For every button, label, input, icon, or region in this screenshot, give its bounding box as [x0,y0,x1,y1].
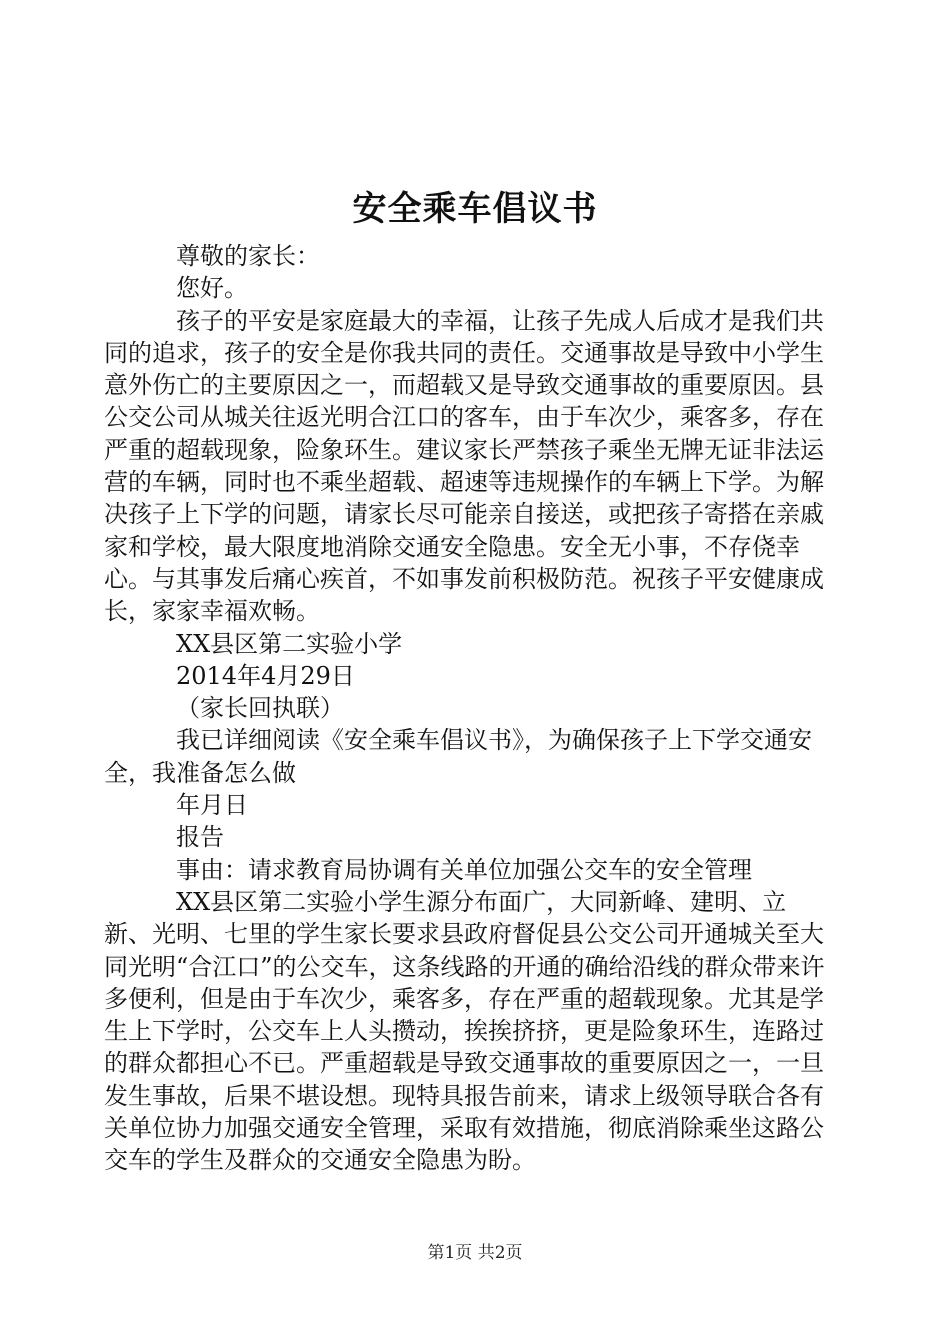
report-paragraph: XX县区第二实验小学生源分布面广，大同新峰、建明、立新、光明、七里的学生家长要求县政府督促县公交公司开通城关至大同光明“合江口”的公交车，这条线路的开通的确给沿线的群众带来许多便利，但是由于车次少，乘客多，存在严重的超载现象。尤其是学生上下学时，公交车上人头攒动，挨挨挤挤，更是险象环生，连路过的群众都担心不已。严重超载是导致交通事故的重要原因之一，一旦发生事故，后果不堪设想。现特具报告前来，请求上级领导联合各有关单位协力加强交通安全管理，采取有效措施，彻底消除乘坐这路公交车的学生及群众的交通安全隐患为盼。 [104,887,825,1175]
report-subject: 事由：请求教育局协调有关单位加强公交车的安全管理 [176,855,752,884]
signature-date: 2014年4月29日 [176,661,355,690]
signature-school: XX县区第二实验小学 [176,629,403,658]
receipt-date: 年月日 [176,791,248,820]
page-footer: 第1页 共2页 [427,1243,523,1263]
proposal-paragraph: 孩子的平安是家庭最大的幸福，让孩子先成人后成才是我们共同的追求，孩子的安全是你我共同的责任。交通事故是导致中小学生意外伤亡的主要原因之一，而超载又是导致交通事故的重要原因。县公交公司从城关往返光明合江口的客车，由于车次少，乘客多，存在严重的超载现象，险象环生。建议家长严禁孩子乘坐无牌无证非法运营的车辆，同时也不乘坐超载、超速等违规操作的车辆上下学。为解决孩子上下学的问题，请家长尽可能亲自接送，或把孩子寄搭在亲戚家和学校，最大限度地消除交通安全隐患。安全无小事，不存侥幸心。与其事发后痛心疾首，不如事发前积极防范。祝孩子平安健康成长，家家幸福欢畅。 [104,306,824,626]
receipt-text: 我已详细阅读《安全乘车倡议书》，为确保孩子上下学交通安全，我准备怎么做 [104,726,812,787]
document-title: 安全乘车倡议书 [352,189,598,229]
receipt-heading: （家长回执联） [176,694,344,723]
document-body [104,240,834,1177]
salutation: 尊敬的家长： [176,242,320,270]
report-heading: 报告 [176,823,224,852]
greeting: 您好。 [176,274,248,303]
